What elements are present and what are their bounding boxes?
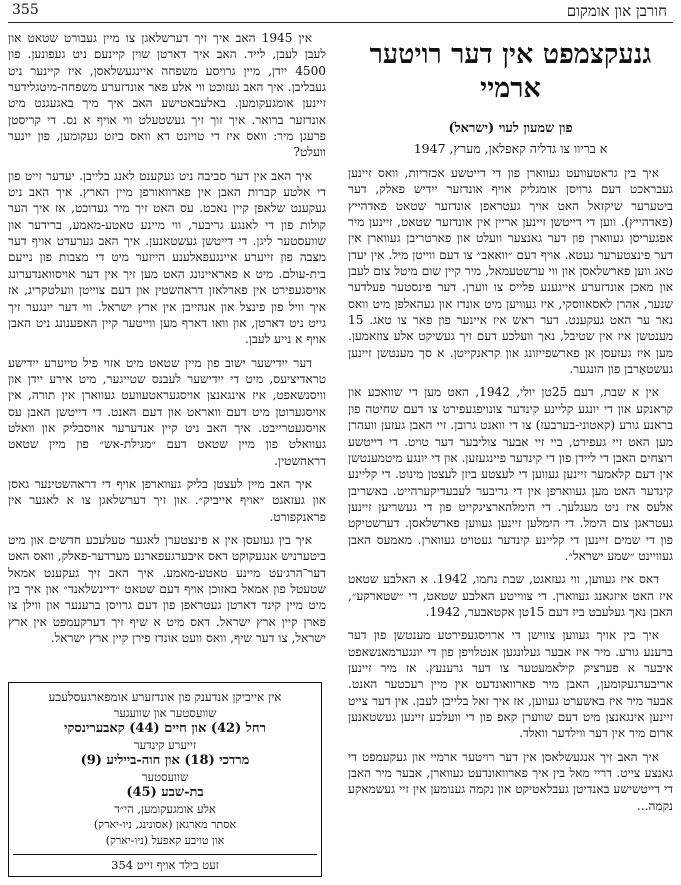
paragraph: אין א שבת, דעם 25טן יולי, 1942, האט מען די שוואכע און קראנקע און די יונגע קליינע קינדער צונויפגעפירט צו דעם שחיטה פון בראנע גורע (קאטוני-בערבעז) צו די וואנט גרובן. זיי האבן געזען וועהרן מען האט זיי געפירט, ביי זיי אבער צוליבער דער טויט. די דייטשע רוצחים האבן די ליידן פון די קינדער פיינגעזען. און די יונגע מיטמענטשן אין דעם קלאמער זיינען געווען די לעצטע ביזן לעצטן מינוט. די קליינע קינדער האט מען געווארפן אין די גריבער לעבעדיקערהייט. באשריבן אלעס איז ניט מעגלעך. די הימלהארציגקייט פון די געשריען זיינען געטראגן צום הימל. די הימלען זיינען געווען פארשלאסן. דערשטיקט פון די שמים זיינען די קליינע קינדער געטויט געווארן. מאמעס האבן געוויינט ״שמע ישראל״. (348, 385, 673, 563)
memorial-note: אלע אומגעקומען, הי״ד (114, 802, 216, 816)
article-dateline: א בריוו צו גדליה קאפלאן, מערץ, 1947 (413, 141, 608, 156)
memorial-name: בת-שבע (45) (126, 785, 204, 800)
right-column (348, 30, 673, 821)
running-head: חורבן און אומקום (566, 2, 667, 20)
paragraph: דאס איז געווען, ווי געזאגט, שבת נחמו, 1942. א האלבע שטאט איז האט איזגאנג געווארן. די צווייטע האלבע שטאט, די ״שטארקע״, האבן נאך געלעבט ביז דעם 15טן אקטאבער, 1942. (348, 572, 673, 619)
memorial-donor: און טויבע קאפעל (ניו-יארק) (105, 834, 225, 847)
article-byline (348, 120, 673, 137)
memorial-relation: שוועסטער (141, 770, 189, 784)
left-column (8, 30, 326, 653)
photo-reference: זעט בילד אויף זייט 354 (13, 854, 317, 873)
memorial-box (8, 682, 322, 877)
memorial-donor: אסתר מארגאן (אסונינג, ניו-יארק) (93, 818, 237, 831)
paragraph: איך בין אויך געווען צווישן די ארויסגעפירטע מענטשן פון דער ברענע גורע. מיר איז אבער געלונגען אנטלויפן פון די יונגערמאנשאפט איבער א פערציק קילאמעטער צו דער גרענעץ. אז מיר זיינען אריבערגעקומען, האבן מיר פארוואונדעט אין מיין רעכטער האנט. אבער מיר איז באשערט געווען, אז איך זאל בלייבן לעבן. אין דער צייט זיינען אינגאנצן מיט דעם שווערן קאפ פון די וועלכע זיינען געשטאנען ארום מיר אין דער ווילדער וואלד. (348, 628, 673, 741)
paragraph: איך בין גראטעוועט געווארן פון די דייטשע אכזריות, וואס זיינען געבראכט דעם גרויסן אומגליק אויף אונדזער ייִדיש פאלק, דער ביטערער שיקזאל האט אויך געטראפן אונדזער שטאט פאדהייץ (פאדהייץ). ווען די דייטשן זיינען אריין אין אונדזער שטאט, זיינען מיר אפגעריסן געווארן פון דער גאנצער וועלט און פארטריבן געווארן אין דער פינצטערער געטא. אויף דעם ״וואאב״ צו דעם ווייטן מיל. אין יעדן טאג ווען פארשלאסן און ווי ערשטעמאל, מיר קיין שום מיטל צום לעבן און מאכן אונדזערע אייגענע פלייס צו ווערן. דער פינסטער פעלדער שנער, אהרן לאסאווסקי, איז געוויען מיט אונדז און געהאלפן מיט וואס נאר ער האט געקענט. דער ראש איז איינער פון פאר צו טאג. 15 מענטשן איז אין שטיבל, נאך וועלכע דעם זיך געשיקט אלע צוזאמען. מען איז געזעסן אן פארשפייזונג און קראנקייטן. א סך מענטשן זיינען געשטאָרבן פון הונגער. (348, 166, 673, 377)
paragraph: איך האב מיין לעצטן בליק געווארפן אויף די דראהשטינער גאסן און געזאגט ״אויף אייביק״. און זיך דערשלאגן צו א לאגער אין פראנקפורט. (8, 476, 326, 524)
paragraph: דער ייִדישער ישוב פון מיין שטאט מיט אזוי פיל טייערע ייִדישע טראדיציעס, מיט די ייִדישער לעבנס שטייגער, מיט אירע ייִדן און וויסנשאפט, איז אינגאנצן אויסגעראטעוועט געווארן אין תורה, אין אויסגערוטן מיט דעם וואראט און דעם האנט. די דייטשן האבן עס אויסגעטרייבט. איך האב ניט קיין אנדערער אויסבליק און וואלט געוואלט פון מיין שטאט דעם ״מגילת-אש״ פון מיין שטאט דראהשטין. (8, 355, 326, 468)
article-title: גנעקצמפט אין דער רויטער ארמיי (369, 39, 652, 104)
paragraph: איך האב זיך אנגעשלאסן אין דער רויטער ארמיי און געקעמפט די גאנצע צייט. דריי מאל בין איך פארוואונדעט געווארן, אבער מיר האבן די דייטשישע באנדיטן געבלאטיקט און נקמה גענומען אין זיי געשמאקע נקמה... (348, 749, 673, 813)
memorial-name: מרדכי (18) און חוה-בייליע (9) (80, 753, 250, 768)
memorial-heading: אין אייביקן אנדענק פון אונדזערע אומפארגעסלעכע (48, 690, 282, 704)
memorial-relation: זייערע קינדער (133, 738, 197, 752)
page-number: 355 (12, 2, 39, 18)
memorial-name: רחל (42) און חיים (44) קאבערינסקי (64, 721, 266, 736)
page-header (8, 0, 673, 23)
paragraph: איך האב אין דער סביבה ניט געקענט לאנג בלייבן. יעדער זייט פון די אלטע קברות האבן אין פארוואורפן מיין הארץ. איך האב ניט געקענט שלאפן קיין נאכט. עס האט זיך מיר געדוכט, אז איך הער קולות פון די לאנגע גריבער, ווי מיינע טאטע-מאמע, ברידער און שוועסטער ליגן. די דייטשן געשטאנען. איך האב גערעדט אויף דער מצבה פון זייערע איינגעפאלענע הייזער מיט די מצבות פון נייעם בית-עולם. מיט א פאראיינונג האט מען זיך אין דער אויסוואנדערונג אויסגעפירט אין פארלאזן דראהשטין און דעם צוייטן וועלטקריג, אז איך וויל פון פינצל און אנהייבן אין ארץ ישראל. ווי דער ייִנגער זיך גייט ניט דארטן, און וואו דארף מען ווייטער קיין האפענונג ניט האבן אויף א נייע לעבן. (8, 168, 326, 347)
memorial-relation: שוועסטער און שוועגער (113, 706, 217, 720)
paragraph: אין 1945 האב איך זיך דערשלאגן צו מיין געבורט שטאט און לעבן לעבן, לייד. האב איך דארטן שוין קיינעם ניט געפונען. פון 4500 ייִדן, מיין גרויסע משפחה איינגעשלאסן, איז קיינער ניט געבליבן. איך האב געזוכט ווי אלע פאר אונדזערע משפחה-מיטגלידער זיינען אומגעקומען. באלעבאטישע האב איך מיך באגעגנט מיט אונדזער ברואר. איך זוך זיך געשטעלט ווי אויף א נס. די קריסטן פרעגן מיר: וואס איז די טויזנט דא וואס ביזט געקומען, פון ייִנער וועלט? (8, 31, 326, 160)
paragraph: איך בין געזעסן אין א פינצטערן לאגער טעלעכע חדשים און מיט ביטערניש אנגעקוקט דאס איבערגעפארנע מערדער-פאלק, וואס האט דער־הרג׳עט מיינע טאטע-מאמע. איך האב זיך געקענט אמאל שטעטל פון אמאל באזוכן אויף דעם שטאט ״דיינשלאנד״ און איך בין מיט מיין קינד דארטן געטראפן פון דעם גרויסן ברענער און ווילן צו פארן קיין ארץ ישראל. דאס מיט א שיף זיך דערקעמפט אין ארץ ישראל, צו דער שיף, וואס וועט אונדז פירן קיין ארץ ישראל. (8, 532, 326, 646)
author-name: פון שמעון לעוי (ישראל) (448, 121, 573, 136)
